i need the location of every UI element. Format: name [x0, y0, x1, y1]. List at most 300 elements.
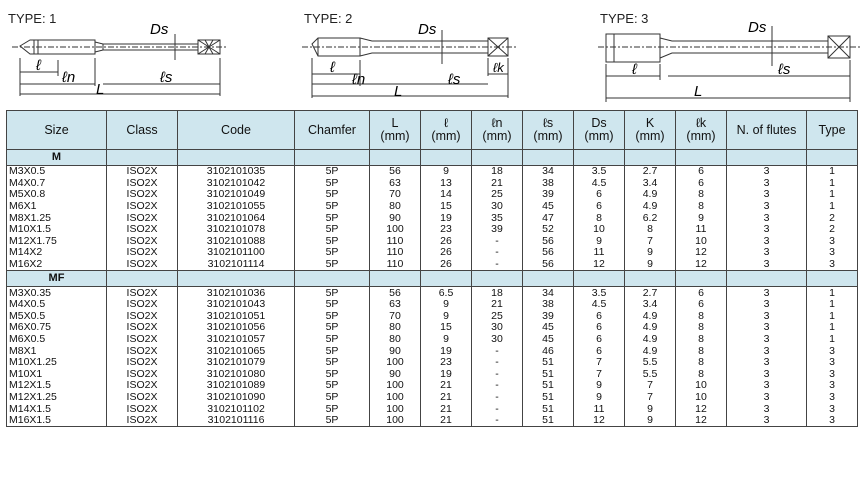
table-cell: 3.5 [574, 287, 625, 299]
table-cell: 19 [421, 212, 472, 224]
table-cell: 3 [727, 334, 807, 346]
table-cell: 6 [676, 299, 727, 311]
table-cell: ISO2X [107, 247, 178, 259]
table-cell: 51 [523, 380, 574, 392]
table-cell: 9 [574, 380, 625, 392]
table-cell: 3 [727, 403, 807, 415]
table-cell: 3 [727, 415, 807, 427]
table-cell: 3 [727, 369, 807, 381]
table-row [7, 178, 858, 190]
table-cell: 3 [727, 212, 807, 224]
table-cell: 39 [472, 224, 523, 236]
col-code: Code [178, 111, 295, 150]
table-cell: 7 [574, 369, 625, 381]
table-cell: 4.9 [625, 201, 676, 213]
group-cell [107, 150, 178, 166]
table-cell: 45 [523, 334, 574, 346]
table-cell: 5P [295, 415, 370, 427]
table-cell: M3X0.5 [7, 166, 107, 178]
table-row [7, 311, 858, 323]
table-cell: 46 [523, 345, 574, 357]
table-cell: 51 [523, 403, 574, 415]
group-name: MF [7, 271, 107, 287]
table-cell: 12 [676, 247, 727, 259]
table-cell: M6X0.75 [7, 322, 107, 334]
table-cell: 9 [421, 166, 472, 178]
table-cell: 6 [574, 201, 625, 213]
table-cell: 19 [421, 369, 472, 381]
table-cell: M12X1.5 [7, 380, 107, 392]
table-cell: ISO2X [107, 212, 178, 224]
table-cell: 3 [807, 392, 858, 404]
table-row [7, 201, 858, 213]
table-cell: M12X1.25 [7, 392, 107, 404]
table-cell: 1 [807, 311, 858, 323]
table-cell: 9 [574, 236, 625, 248]
table-cell: M16X1.5 [7, 415, 107, 427]
table-cell: M5X0.5 [7, 311, 107, 323]
table-cell: 3 [727, 311, 807, 323]
table-cell: 5.5 [625, 369, 676, 381]
table-cell: 4.9 [625, 334, 676, 346]
table-cell: 3 [727, 236, 807, 248]
table-cell: 5P [295, 392, 370, 404]
table-row [7, 287, 858, 299]
table-row [7, 334, 858, 346]
table-cell: ISO2X [107, 322, 178, 334]
table-cell: 8 [574, 212, 625, 224]
table-cell: 3 [807, 236, 858, 248]
table-cell: 5P [295, 403, 370, 415]
table-cell: 6 [574, 311, 625, 323]
table-cell: 80 [370, 334, 421, 346]
table-cell: 4.9 [625, 345, 676, 357]
table-cell: 3102101100 [178, 247, 295, 259]
table-cell: 3 [727, 224, 807, 236]
table-cell: 5P [295, 236, 370, 248]
group-cell [676, 271, 727, 287]
table-cell: 3102101051 [178, 311, 295, 323]
table-cell: 6 [574, 334, 625, 346]
table-cell: 5.5 [625, 357, 676, 369]
table-cell: 35 [472, 212, 523, 224]
table-cell: 3 [807, 357, 858, 369]
table-cell: 8 [676, 322, 727, 334]
table-cell: 39 [523, 311, 574, 323]
table-cell: 4.5 [574, 178, 625, 190]
group-cell [370, 271, 421, 287]
table-cell: 12 [676, 259, 727, 271]
table-row [7, 224, 858, 236]
table-cell: 9 [625, 415, 676, 427]
table-cell: 10 [676, 380, 727, 392]
table-cell: 3.4 [625, 178, 676, 190]
type2-label: TYPE: 2 [304, 11, 353, 26]
table-cell: 56 [370, 166, 421, 178]
table-cell: 5P [295, 357, 370, 369]
table-cell: 3 [727, 166, 807, 178]
table-cell: 3102101080 [178, 369, 295, 381]
type3-L-label: L [694, 83, 703, 100]
table-cell: 6.5 [421, 287, 472, 299]
table-cell: 21 [472, 178, 523, 190]
table-cell: 3.4 [625, 299, 676, 311]
col-l: ℓ (mm) [421, 111, 472, 150]
table-row [7, 299, 858, 311]
table-cell: M14X2 [7, 247, 107, 259]
table-cell: M4X0.5 [7, 299, 107, 311]
col-chamfer: Chamfer [295, 111, 370, 150]
table-cell: 3 [727, 345, 807, 357]
table-cell: 3102101065 [178, 345, 295, 357]
table-cell: ISO2X [107, 201, 178, 213]
table-cell: 6 [676, 287, 727, 299]
table-cell: 13 [421, 178, 472, 190]
table-cell: 9 [625, 247, 676, 259]
table-row [7, 322, 858, 334]
type1-label: TYPE: 1 [8, 11, 57, 26]
table-cell: 15 [421, 322, 472, 334]
table-cell: 25 [472, 311, 523, 323]
table-cell: 9 [421, 299, 472, 311]
table-cell: 5P [295, 259, 370, 271]
col-lk: ℓk (mm) [676, 111, 727, 150]
table-cell: ISO2X [107, 403, 178, 415]
table-cell: 12 [676, 403, 727, 415]
type3-l-label: ℓ [632, 61, 637, 78]
table-cell: 3102101055 [178, 201, 295, 213]
table-body [7, 150, 858, 427]
table-cell: 3 [807, 403, 858, 415]
table-cell: ISO2X [107, 166, 178, 178]
table-cell: M12X1.75 [7, 236, 107, 248]
table-cell: 56 [523, 259, 574, 271]
table-cell: 90 [370, 212, 421, 224]
table-cell: 9 [676, 212, 727, 224]
table-cell: 3102101090 [178, 392, 295, 404]
table-cell: 3102101114 [178, 259, 295, 271]
table-cell: 3102101088 [178, 236, 295, 248]
type2-l-label: ℓ [330, 59, 335, 76]
table-cell: M16X2 [7, 259, 107, 271]
table-cell: ISO2X [107, 345, 178, 357]
table-cell: 34 [523, 287, 574, 299]
table-cell: 8 [676, 369, 727, 381]
table-cell: 110 [370, 259, 421, 271]
spec-table [6, 110, 858, 427]
table-cell: 26 [421, 236, 472, 248]
table-cell: 3102101078 [178, 224, 295, 236]
table-cell: 26 [421, 247, 472, 259]
table-cell: 5P [295, 322, 370, 334]
table-cell: 3 [727, 322, 807, 334]
table-cell: 3 [727, 392, 807, 404]
table-cell: 80 [370, 201, 421, 213]
table-cell: ISO2X [107, 334, 178, 346]
table-cell: 5P [295, 334, 370, 346]
table-cell: 6 [574, 189, 625, 201]
table-cell: ISO2X [107, 369, 178, 381]
group-cell [625, 271, 676, 287]
table-cell: 3102101036 [178, 287, 295, 299]
table-cell: ISO2X [107, 380, 178, 392]
table-cell: 3 [727, 299, 807, 311]
table-cell: 5P [295, 299, 370, 311]
tool-diagrams [0, 0, 864, 106]
table-cell: 9 [625, 259, 676, 271]
table-cell: 8 [676, 334, 727, 346]
table-cell: ISO2X [107, 357, 178, 369]
table-cell: 1 [807, 322, 858, 334]
table-cell: M8X1 [7, 345, 107, 357]
table-cell: 51 [523, 415, 574, 427]
table-cell: - [472, 236, 523, 248]
table-cell: 23 [421, 357, 472, 369]
table-cell: 3 [727, 201, 807, 213]
table-cell: 70 [370, 189, 421, 201]
table-cell: 30 [472, 322, 523, 334]
group-cell [295, 150, 370, 166]
table-cell: 1 [807, 201, 858, 213]
table-cell: 6 [574, 322, 625, 334]
table-cell: 11 [676, 224, 727, 236]
type1-diagram [0, 0, 290, 106]
table-cell: 110 [370, 236, 421, 248]
table-cell: 6 [676, 178, 727, 190]
table-cell: 5P [295, 247, 370, 259]
table-cell: 15 [421, 201, 472, 213]
table-cell: 3 [727, 178, 807, 190]
table-cell: M10X1.5 [7, 224, 107, 236]
col-class: Class [107, 111, 178, 150]
table-cell: 8 [676, 357, 727, 369]
type2-ds-label: Ds [418, 21, 437, 38]
type2-ln-label: ℓn [352, 71, 366, 88]
table-cell: - [472, 369, 523, 381]
table-cell: - [472, 403, 523, 415]
table-cell: 3 [807, 345, 858, 357]
table-cell: 3 [727, 287, 807, 299]
table-cell: 38 [523, 178, 574, 190]
table-cell: 10 [574, 224, 625, 236]
table-cell: 5P [295, 189, 370, 201]
group-cell [472, 150, 523, 166]
table-cell: M10X1 [7, 369, 107, 381]
table-cell: 4.9 [625, 189, 676, 201]
table-cell: 3102101089 [178, 380, 295, 392]
table-cell: 80 [370, 322, 421, 334]
table-cell: - [472, 259, 523, 271]
table-cell: 3 [727, 380, 807, 392]
type2-lk-label: ℓk [493, 60, 504, 75]
table-cell: ISO2X [107, 299, 178, 311]
table-cell: M4X0.7 [7, 178, 107, 190]
table-row [7, 236, 858, 248]
table-cell: 3 [807, 415, 858, 427]
table-cell: 21 [472, 299, 523, 311]
table-row [7, 357, 858, 369]
table-cell: 100 [370, 392, 421, 404]
table-cell: 63 [370, 178, 421, 190]
table-cell: 23 [421, 224, 472, 236]
type3-ds-label: Ds [748, 19, 767, 36]
table-cell: 9 [625, 403, 676, 415]
table-cell: 10 [676, 392, 727, 404]
col-flutes: N. of flutes [727, 111, 807, 150]
table-cell: 3102101049 [178, 189, 295, 201]
col-type: Type [807, 111, 858, 150]
table-cell: 56 [523, 247, 574, 259]
table-cell: 7 [574, 357, 625, 369]
table-row [7, 403, 858, 415]
table-cell: 100 [370, 380, 421, 392]
table-row [7, 392, 858, 404]
table-cell: 6.2 [625, 212, 676, 224]
type3-diagram [590, 0, 864, 106]
type1-ds-label: Ds [150, 21, 169, 38]
table-cell: 30 [472, 201, 523, 213]
table-cell: 1 [807, 178, 858, 190]
table-cell: 3 [807, 369, 858, 381]
table-cell: 8 [676, 189, 727, 201]
table-cell: - [472, 345, 523, 357]
table-cell: 39 [523, 189, 574, 201]
type2-L-label: L [394, 83, 403, 100]
table-cell: M14X1.5 [7, 403, 107, 415]
group-cell [727, 150, 807, 166]
table-cell: 3102101056 [178, 322, 295, 334]
type1-ln-label: ℓn [62, 69, 76, 86]
group-cell [472, 271, 523, 287]
table-cell: 21 [421, 403, 472, 415]
group-cell [523, 150, 574, 166]
table-cell: 6 [574, 345, 625, 357]
table-cell: 100 [370, 224, 421, 236]
group-cell [523, 271, 574, 287]
table-cell: ISO2X [107, 415, 178, 427]
table-cell: 14 [421, 189, 472, 201]
table-cell: 4.5 [574, 299, 625, 311]
table-cell: 90 [370, 345, 421, 357]
table-cell: ISO2X [107, 259, 178, 271]
table-cell: 7 [625, 392, 676, 404]
table-cell: 4.9 [625, 322, 676, 334]
group-cell [370, 150, 421, 166]
table-cell: M6X1 [7, 201, 107, 213]
table-cell: 56 [523, 236, 574, 248]
table-cell: 3 [727, 259, 807, 271]
table-cell: ISO2X [107, 224, 178, 236]
table-cell: 56 [370, 287, 421, 299]
group-cell [727, 271, 807, 287]
table-cell: 63 [370, 299, 421, 311]
col-L: L (mm) [370, 111, 421, 150]
table-cell: M6X0.5 [7, 334, 107, 346]
table-cell: ISO2X [107, 189, 178, 201]
table-cell: 26 [421, 259, 472, 271]
table-cell: 12 [676, 415, 727, 427]
table-cell: 6 [676, 166, 727, 178]
col-ds: Ds (mm) [574, 111, 625, 150]
table-cell: 3102101102 [178, 403, 295, 415]
table-cell: 2.7 [625, 287, 676, 299]
table-cell: 3102101064 [178, 212, 295, 224]
type1-ls-label: ℓs [160, 69, 173, 86]
table-cell: 8 [676, 345, 727, 357]
table-cell: - [472, 380, 523, 392]
table-cell: M5X0.8 [7, 189, 107, 201]
table-cell: 47 [523, 212, 574, 224]
table-cell: 51 [523, 392, 574, 404]
table-cell: 1 [807, 287, 858, 299]
type2-ls-label: ℓs [448, 71, 461, 88]
table-cell: 1 [807, 299, 858, 311]
table-cell: 9 [421, 334, 472, 346]
group-cell [295, 271, 370, 287]
table-cell: 38 [523, 299, 574, 311]
table-cell: 45 [523, 322, 574, 334]
table-cell: 8 [625, 224, 676, 236]
table-cell: 11 [574, 403, 625, 415]
table-row [7, 345, 858, 357]
table-cell: ISO2X [107, 178, 178, 190]
table-row [7, 247, 858, 259]
table-cell: M8X1.25 [7, 212, 107, 224]
group-cell [178, 271, 295, 287]
table-cell: 5P [295, 201, 370, 213]
table-cell: 8 [676, 311, 727, 323]
table-header-row [7, 111, 858, 150]
table-cell: 11 [574, 247, 625, 259]
table-cell: 45 [523, 201, 574, 213]
table-cell: 5P [295, 345, 370, 357]
table-cell: 4.9 [625, 311, 676, 323]
table-cell: 3102101079 [178, 357, 295, 369]
group-cell [421, 271, 472, 287]
table-cell: 51 [523, 369, 574, 381]
group-cell [178, 150, 295, 166]
table-cell: 34 [523, 166, 574, 178]
table-cell: 3 [807, 259, 858, 271]
table-cell: 3 [727, 247, 807, 259]
type1-l-label: ℓ [36, 57, 41, 74]
group-cell [574, 271, 625, 287]
table-cell: 21 [421, 415, 472, 427]
table-cell: M3X0.35 [7, 287, 107, 299]
table-cell: - [472, 357, 523, 369]
table-cell: 5P [295, 166, 370, 178]
table-cell: 70 [370, 311, 421, 323]
table-cell: 51 [523, 357, 574, 369]
table-cell: 90 [370, 369, 421, 381]
table-cell: 10 [676, 236, 727, 248]
table-cell: 3 [807, 380, 858, 392]
table-cell: 2.7 [625, 166, 676, 178]
table-cell: 5P [295, 212, 370, 224]
table-cell: - [472, 392, 523, 404]
table-cell: 12 [574, 259, 625, 271]
table-cell: 3102101035 [178, 166, 295, 178]
table-cell: 5P [295, 369, 370, 381]
type1-L-label: L [96, 81, 105, 98]
group-cell [807, 271, 858, 287]
group-row [7, 271, 858, 287]
table-cell: 52 [523, 224, 574, 236]
table-row [7, 259, 858, 271]
table-cell: 3102101057 [178, 334, 295, 346]
table-cell: 1 [807, 189, 858, 201]
table-cell: 3102101042 [178, 178, 295, 190]
